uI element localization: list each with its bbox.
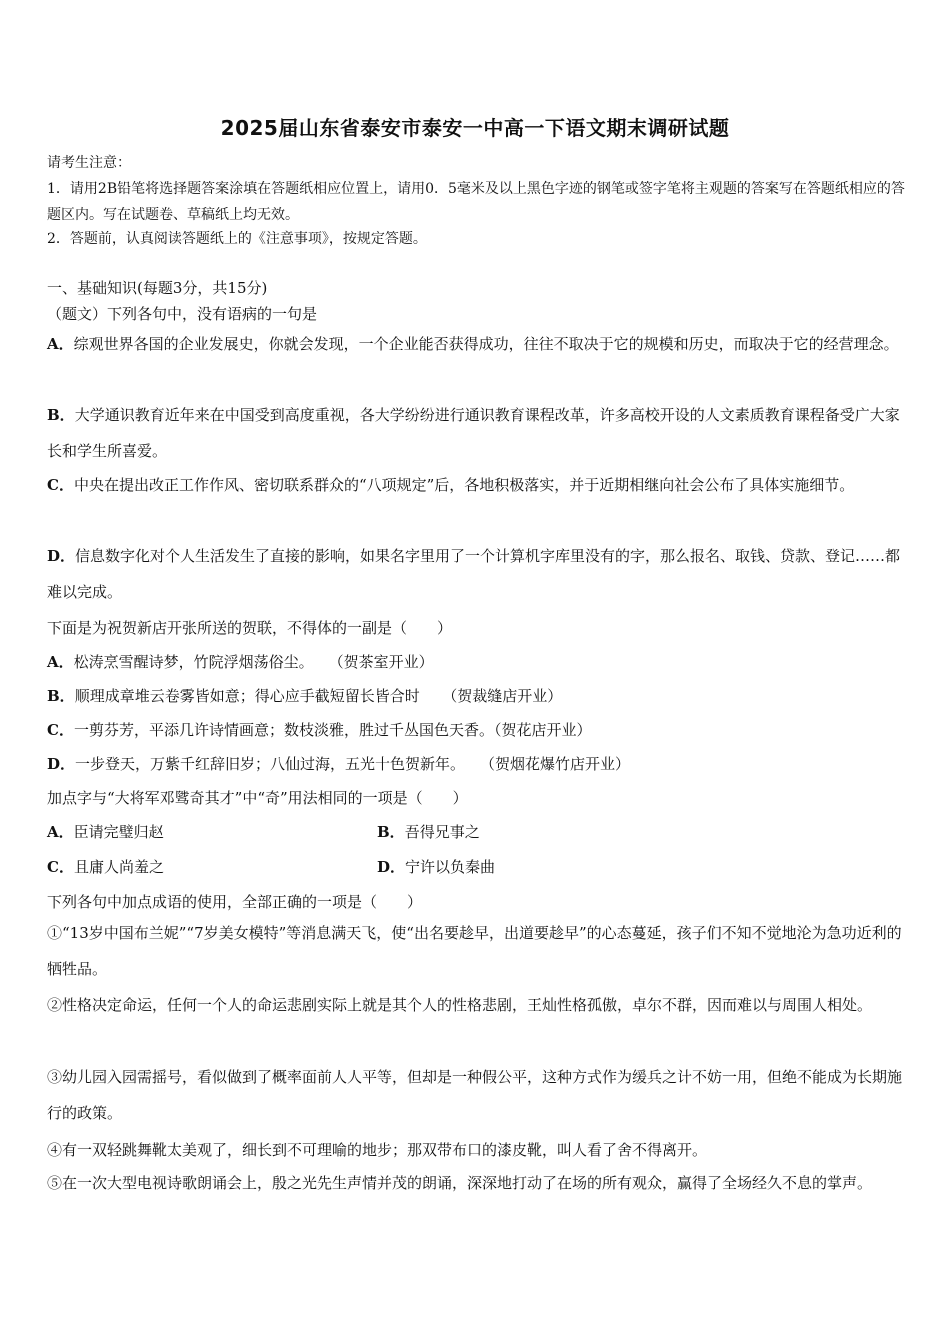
option-label: B． xyxy=(47,687,75,705)
option-label: B． xyxy=(47,406,75,424)
question-4-item-2: ②性格决定命运，任何一个人的命运悲剧实际上就是其个人的性格悲剧，王灿性格孤傲，卓尔不群，因而难以与周围人相处。 xyxy=(47,996,873,1014)
option-text: 综观世界各国的企业发展史，你就会发现，一个企业能否获得成功，往往不取决于它的规模和历史，而取决于它的经营理念。 xyxy=(73,335,899,353)
question-2-option-c xyxy=(47,719,907,740)
option-text: 松涛烹雪醒诗梦，竹院浮烟荡俗尘。 （贺茶室开业） xyxy=(73,653,434,671)
section-heading: 一、基础知识(每题3分，共15分) xyxy=(47,279,268,297)
option-label: D． xyxy=(377,858,406,876)
question-4-item-4: ④有一双轻跳舞靴太美观了，细长到不可理喻的地步；那双带布口的漆皮靴，叫人看了舍不得离开。 xyxy=(47,1141,708,1159)
option-label: A． xyxy=(47,653,74,671)
question-2-option-d xyxy=(47,753,907,774)
question-4-item-3: ③幼儿园入园需摇号，看似做到了概率面前人人平等，但却是一种假公平，这种方式作为缓兵之计不妨一用，但绝不能成为长期施行的政策。 xyxy=(47,1068,903,1122)
notice-item-1: 1．请用2B铅笔将选择题答案涂填在答题纸相应位置上，请用0．5毫米及以上黑色字迹的钢笔或签字笔将主观题的答案写在答题纸相应的答题区内。写在试题卷、草稿纸上均无效。 xyxy=(47,181,905,223)
option-label: C． xyxy=(47,476,74,494)
option-text: 中央在提出改正工作作风、密切联系群众的“八项规定”后，各地积极落实，并于近期相继向社会公布了具体实施细节。 xyxy=(73,476,855,494)
question-3-option-b xyxy=(377,821,480,842)
option-label: A． xyxy=(47,335,74,353)
question-2-stem: 下面是为祝贺新店开张所送的贺联，不得体的一副是（ ） xyxy=(47,619,453,637)
option-label: B． xyxy=(377,823,405,841)
question-2-option-a xyxy=(47,651,907,672)
question-2-option-b xyxy=(47,685,907,706)
question-1-option-b xyxy=(47,397,907,469)
option-label: D． xyxy=(47,755,76,773)
question-3-option-a xyxy=(47,821,164,842)
question-1-option-c xyxy=(47,467,907,503)
question-1-option-a xyxy=(47,326,907,362)
question-4-item-5: ⑤在一次大型电视诗歌朗诵会上，殷之光先生声情并茂的朗诵，深深地打动了在场的所有观众，赢得了全场经久不息的掌声。 xyxy=(47,1174,873,1192)
option-text: 顺理成章堆云卷雾皆如意；得心应手截短留长皆合时 （贺裁缝店开业） xyxy=(74,687,563,705)
option-text: 吾得兄事之 xyxy=(404,823,480,841)
option-text: 信息数字化对个人生活发生了直接的影响，如果名字里用了一个计算机字库里没有的字，那么报名、取钱、贷款、登记……都难以完成。 xyxy=(47,547,901,601)
option-label: C． xyxy=(47,721,74,739)
question-1-stem: （题文）下列各句中，没有语病的一句是 xyxy=(47,305,318,323)
option-label: A． xyxy=(47,823,74,841)
option-label: C． xyxy=(47,858,74,876)
option-text: 臣请完璧归赵 xyxy=(73,823,164,841)
option-text: 宁许以负秦曲 xyxy=(405,858,496,876)
question-3-option-c xyxy=(47,856,164,877)
option-text: 且庸人尚羞之 xyxy=(73,858,164,876)
notice-item-2: 2．答题前，认真阅读答题纸上的《注意事项》，按规定答题。 xyxy=(47,231,427,247)
question-1-option-d xyxy=(47,538,907,610)
option-text: 一剪芬芳，平添几许诗情画意；数枝淡雅，胜过千丛国色天香。（贺花店开业） xyxy=(73,721,592,739)
question-4-stem: 下列各句中加点成语的使用，全部正确的一项是（ ） xyxy=(47,893,423,911)
option-text: 大学通识教育近年来在中国受到高度重视，各大学纷纷进行通识教育课程改革，许多高校开设的人文素质教育课程备受广大家长和学生所喜爱。 xyxy=(47,406,900,460)
option-label: D． xyxy=(47,547,76,565)
question-3-option-d xyxy=(377,856,495,877)
question-3-stem: 加点字与“大将军邓骘奇其才”中“奇”用法相同的一项是（ ） xyxy=(47,789,468,807)
option-text: 一步登天，万紫千红辞旧岁；八仙过海，五光十色贺新年。 （贺烟花爆竹店开业） xyxy=(75,755,631,773)
notice-heading: 请考生注意： xyxy=(47,155,131,171)
question-4-item-1: ①“13岁中国布兰妮”“7岁美女模特”等消息满天飞，使“出名要趁早，出道要趁早”的心态蔓延，孩子们不知不觉地沦为急功近利的牺牲品。 xyxy=(47,924,902,978)
page-title: 2025届山东省泰安市泰安一中高一下语文期末调研试题 xyxy=(220,116,730,140)
